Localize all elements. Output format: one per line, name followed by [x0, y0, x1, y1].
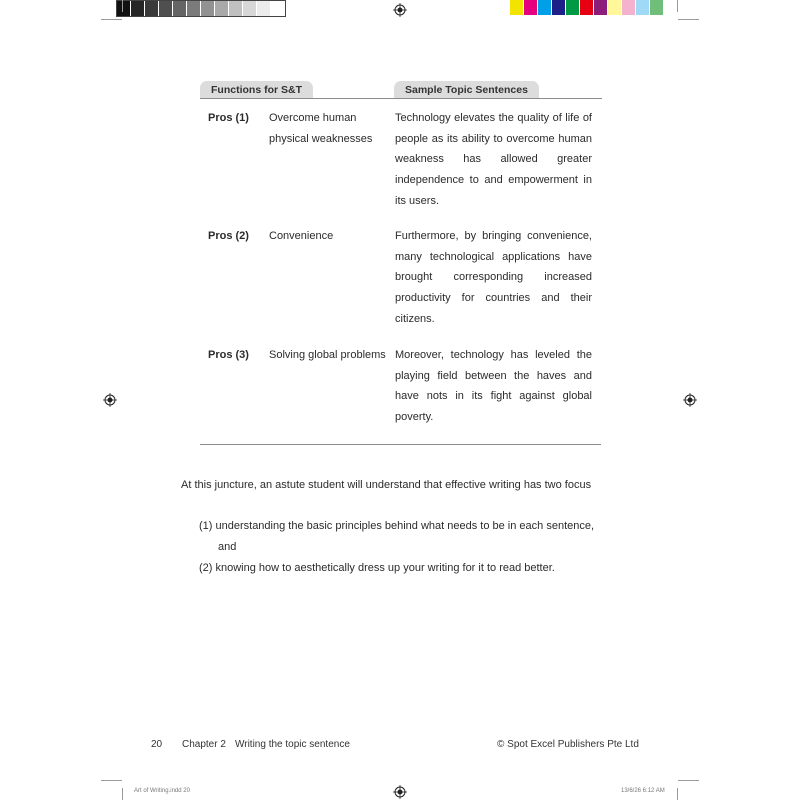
color-swatch: [510, 0, 524, 15]
crop-mark: [677, 0, 678, 12]
color-swatch: [580, 0, 594, 15]
row-label: Pros (3): [208, 349, 249, 361]
registration-mark-icon: [393, 3, 407, 17]
row-function: Solving global problems: [269, 349, 386, 361]
crop-mark: [101, 19, 122, 20]
crop-mark: [122, 0, 123, 12]
color-swatch: [271, 1, 285, 16]
color-swatch: [159, 1, 173, 16]
list-item-1-continuation: and: [218, 541, 237, 553]
color-swatch: [608, 0, 622, 15]
color-swatch: [173, 1, 187, 16]
color-swatch: [243, 1, 257, 16]
row-topic-sentence: Furthermore, by bringing convenience, many technological applications have brought corresponding increased productivity for countries and their citizens.: [395, 230, 592, 325]
row-label: Pros (1): [208, 112, 249, 124]
table-header-rule: [200, 98, 602, 99]
page-number: 20: [151, 739, 163, 750]
list-item-1: (1) understanding the basic principles behind what needs to be in each sentence,: [199, 520, 595, 532]
slug-file-name: Art of Writing.indd 20: [134, 788, 190, 794]
color-swatch: [594, 0, 608, 15]
table-header-functions: Functions for S&T: [200, 81, 313, 99]
color-swatch: [117, 1, 131, 16]
crop-mark: [122, 788, 123, 800]
color-swatch: [636, 0, 650, 15]
color-swatch: [552, 0, 566, 15]
row-topic-sentence: Technology elevates the quality of life of people as its ability to overcome human weakness has allowed greater independence to and empowerment in its users.: [395, 112, 592, 207]
crop-mark: [678, 19, 699, 20]
color-swatch: [145, 1, 159, 16]
color-swatch: [131, 1, 145, 16]
crop-mark: [678, 780, 699, 781]
color-swatch: [566, 0, 580, 15]
row-function: Convenience: [269, 230, 334, 242]
color-swatch: [650, 0, 664, 15]
row-label: Pros (2): [208, 230, 249, 242]
color-swatch: [215, 1, 229, 16]
crop-mark: [677, 788, 678, 800]
list-item-2: (2) knowing how to aesthetically dress up your writing for it to read better.: [199, 562, 555, 574]
row-function: Overcome human physical weaknesses: [269, 112, 373, 145]
chapter-label: Chapter 2: [182, 739, 226, 750]
registration-mark-icon: [103, 393, 117, 407]
chapter-title: Writing the topic sentence: [235, 739, 350, 750]
table-bottom-rule: [200, 444, 601, 445]
table-header-sentences: Sample Topic Sentences: [394, 81, 539, 99]
color-swatch: [257, 1, 271, 16]
color-swatch: [622, 0, 636, 15]
color-swatch: [229, 1, 243, 16]
body-paragraph: At this juncture, an astute student will understand that effective writing has two focus: [181, 479, 592, 491]
cmyk-color-bar: [510, 0, 664, 15]
color-swatch: [538, 0, 552, 15]
grayscale-color-bar: [116, 0, 286, 17]
registration-mark-icon: [683, 393, 697, 407]
color-swatch: [201, 1, 215, 16]
slug-timestamp: 13/6/26 6:12 AM: [621, 788, 665, 794]
crop-mark: [101, 780, 122, 781]
registration-mark-icon: [393, 785, 407, 799]
row-topic-sentence: Moreover, technology has leveled the playing field between the haves and have nots in its fight against global poverty.: [395, 349, 592, 424]
color-swatch: [524, 0, 538, 15]
copyright-notice: © Spot Excel Publishers Pte Ltd: [497, 739, 639, 750]
color-swatch: [187, 1, 201, 16]
